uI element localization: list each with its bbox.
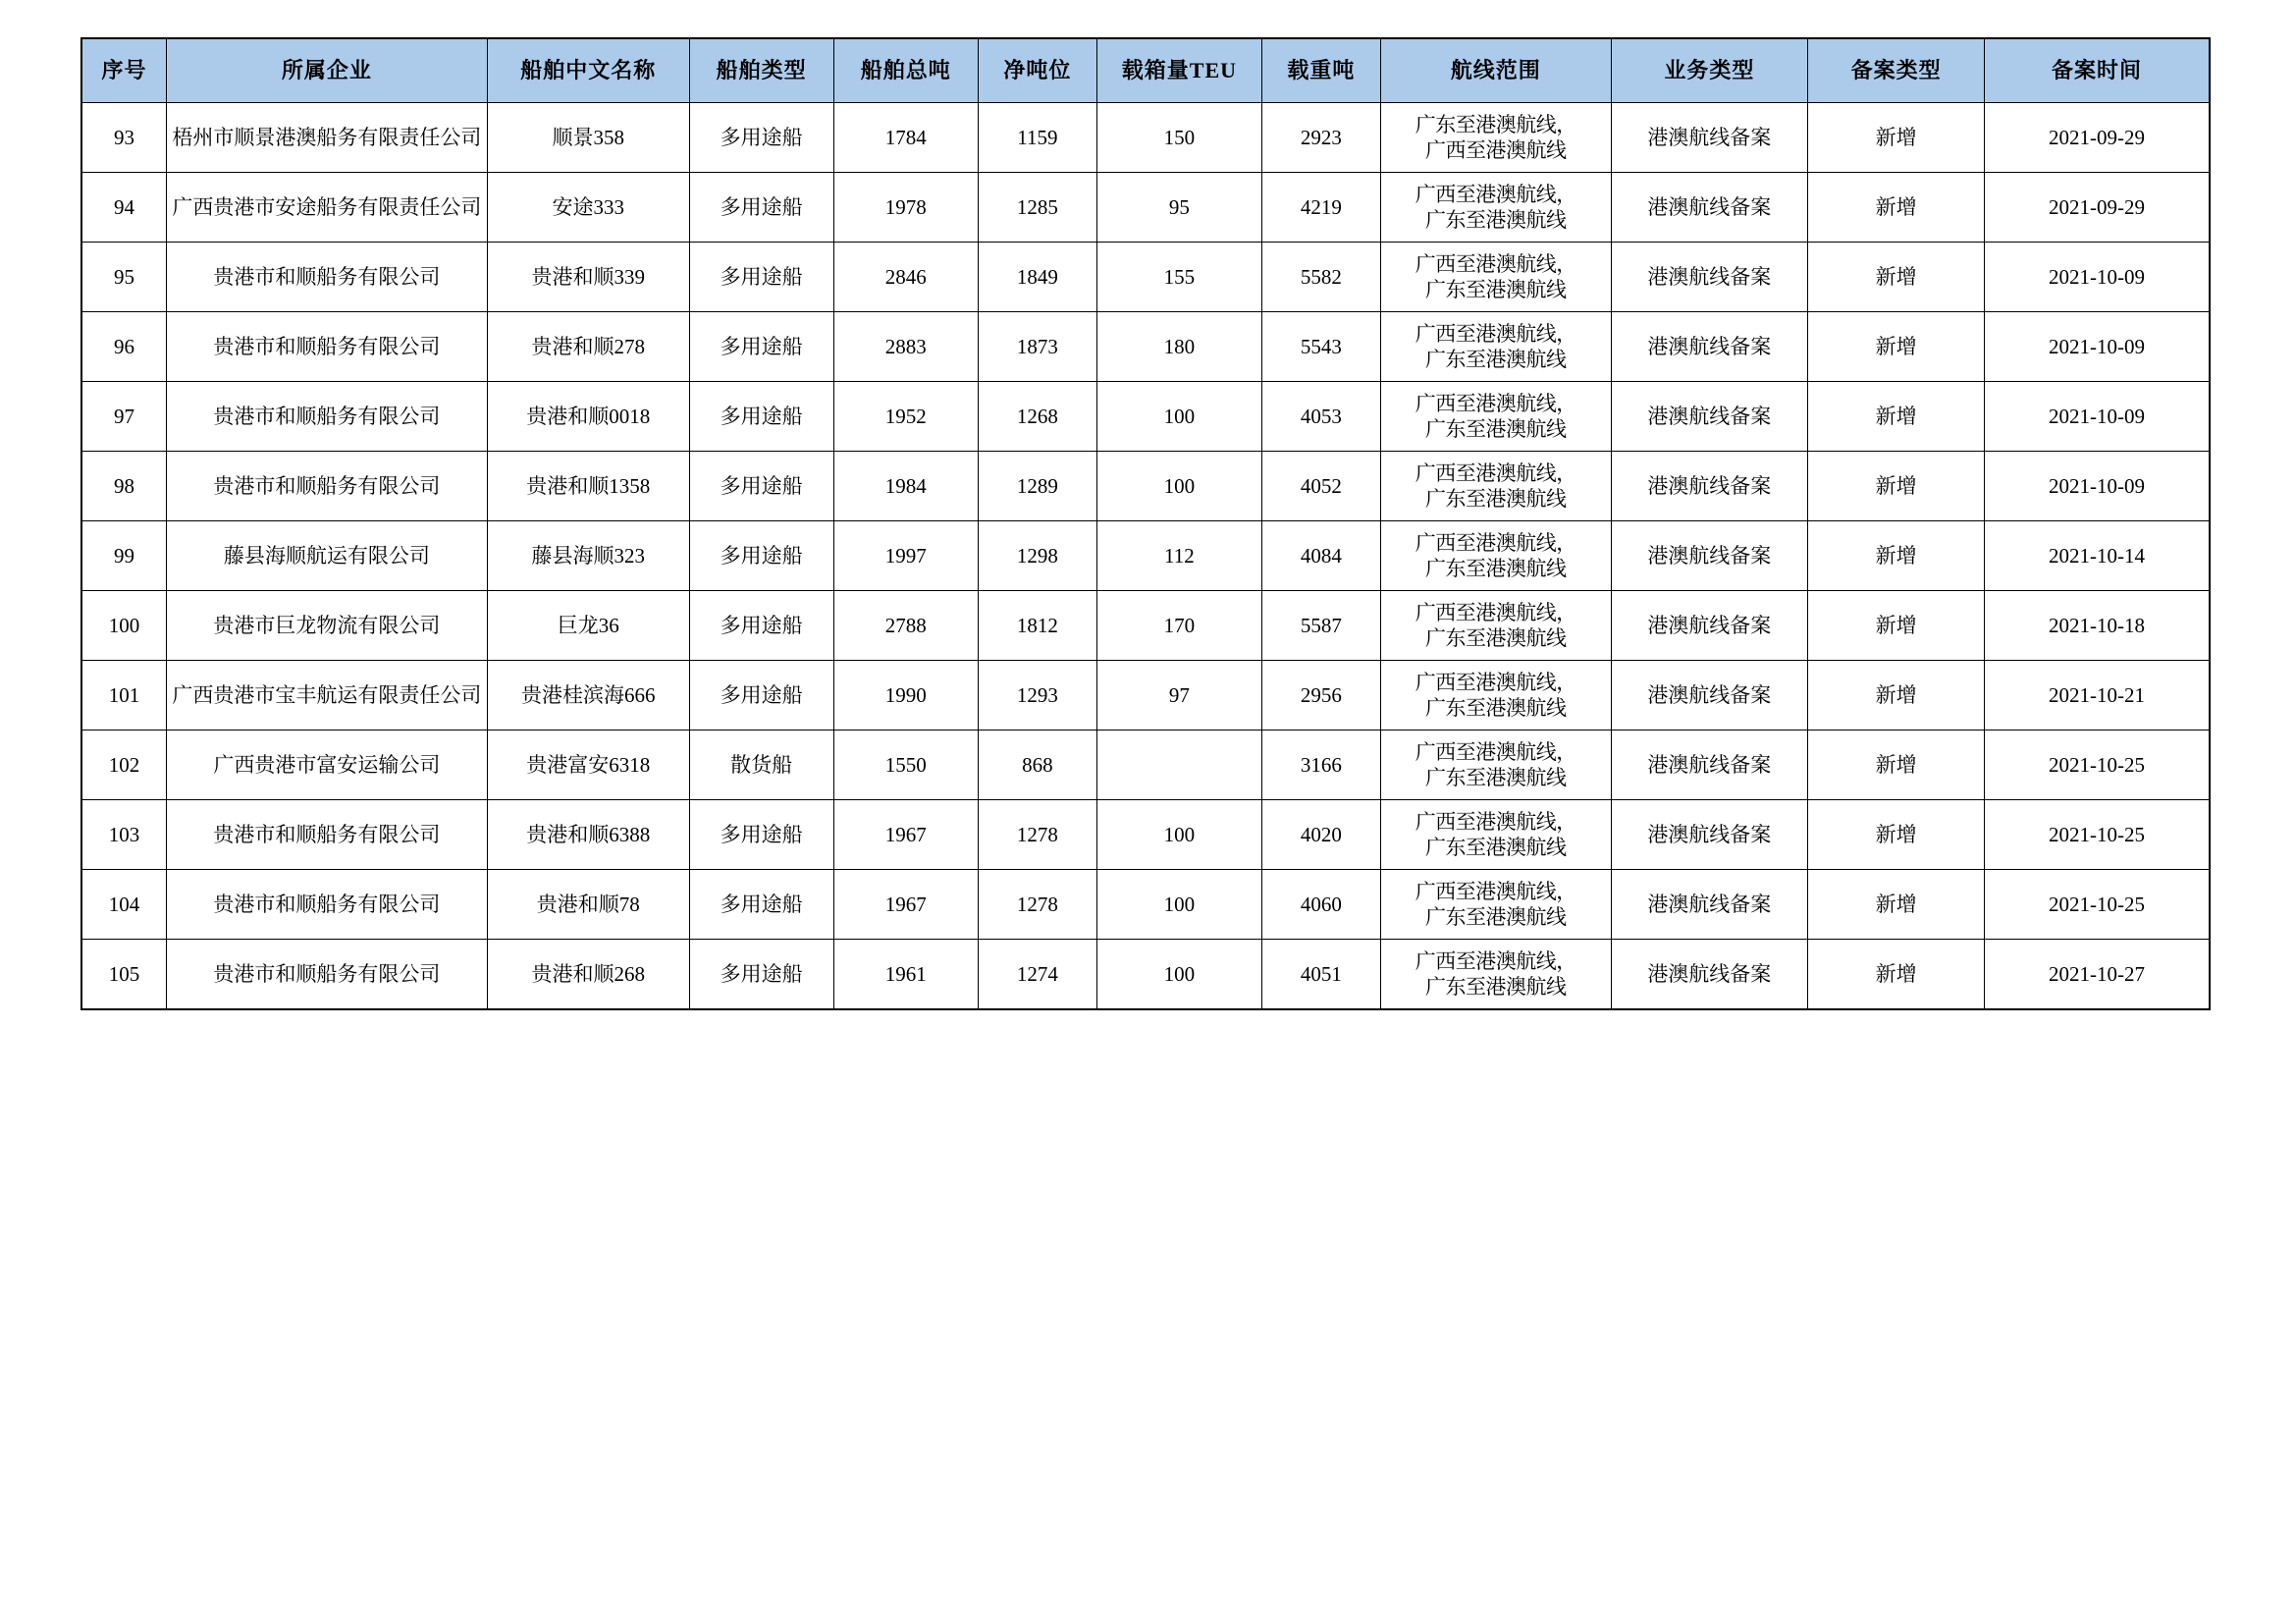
cell-route-range <box>1381 870 1611 940</box>
cell-gross-tonnage: 1952 <box>833 382 978 452</box>
route-line-2: 广东至港澳航线 <box>1425 348 1567 371</box>
cell-ship-name: 贵港和顺278 <box>487 312 689 382</box>
cell-business-type: 港澳航线备案 <box>1611 382 1808 452</box>
cell-company: 贵港市和顺船务有限公司 <box>166 800 487 870</box>
cell-route-range <box>1381 103 1611 173</box>
column-header-ship-type: 船舶类型 <box>689 38 833 103</box>
column-header-company: 所属企业 <box>166 38 487 103</box>
cell-gross-tonnage: 1967 <box>833 800 978 870</box>
cell-record-type: 新增 <box>1808 940 1985 1010</box>
route-line-2: 广东至港澳航线 <box>1425 766 1567 789</box>
cell-seq: 99 <box>81 521 166 591</box>
cell-seq: 94 <box>81 173 166 243</box>
cell-record-type: 新增 <box>1808 243 1985 312</box>
cell-ship-name: 贵港桂滨海666 <box>487 661 689 731</box>
cell-deadweight: 4020 <box>1261 800 1380 870</box>
cell-seq: 102 <box>81 731 166 800</box>
cell-company: 广西贵港市安途船务有限责任公司 <box>166 173 487 243</box>
cell-ship-type: 多用途船 <box>689 661 833 731</box>
cell-seq: 93 <box>81 103 166 173</box>
cell-teu <box>1097 731 1262 800</box>
route-line-2: 广东至港澳航线 <box>1425 836 1567 859</box>
cell-business-type: 港澳航线备案 <box>1611 940 1808 1010</box>
cell-teu: 100 <box>1097 940 1262 1010</box>
cell-record-type: 新增 <box>1808 661 1985 731</box>
ship-record-table <box>80 37 2211 1010</box>
cell-gross-tonnage: 1997 <box>833 521 978 591</box>
cell-company: 藤县海顺航运有限公司 <box>166 521 487 591</box>
cell-record-type: 新增 <box>1808 870 1985 940</box>
table-row <box>81 103 2210 173</box>
column-header-route-range: 航线范围 <box>1381 38 1611 103</box>
cell-ship-name: 贵港和顺78 <box>487 870 689 940</box>
cell-company: 广西贵港市富安运输公司 <box>166 731 487 800</box>
column-header-business-type: 业务类型 <box>1611 38 1808 103</box>
cell-ship-name: 贵港和顺268 <box>487 940 689 1010</box>
cell-seq: 105 <box>81 940 166 1010</box>
cell-gross-tonnage: 1784 <box>833 103 978 173</box>
cell-business-type: 港澳航线备案 <box>1611 731 1808 800</box>
route-line-2: 广东至港澳航线 <box>1425 905 1567 929</box>
cell-net-tonnage: 1268 <box>978 382 1096 452</box>
table-header <box>81 38 2210 103</box>
table-row <box>81 800 2210 870</box>
cell-deadweight: 2923 <box>1261 103 1380 173</box>
column-header-record-type: 备案类型 <box>1808 38 1985 103</box>
cell-gross-tonnage: 1990 <box>833 661 978 731</box>
cell-deadweight: 4219 <box>1261 173 1380 243</box>
cell-ship-name: 安途333 <box>487 173 689 243</box>
cell-ship-type: 多用途船 <box>689 870 833 940</box>
cell-deadweight: 5582 <box>1261 243 1380 312</box>
cell-company: 贵港市和顺船务有限公司 <box>166 870 487 940</box>
cell-record-date: 2021-10-14 <box>1985 521 2210 591</box>
cell-seq: 96 <box>81 312 166 382</box>
cell-company: 贵港市和顺船务有限公司 <box>166 940 487 1010</box>
cell-ship-name: 贵港和顺0018 <box>487 382 689 452</box>
route-line-2: 广东至港澳航线 <box>1425 557 1567 580</box>
cell-seq: 104 <box>81 870 166 940</box>
column-header-record-date: 备案时间 <box>1985 38 2210 103</box>
cell-teu: 112 <box>1097 521 1262 591</box>
cell-ship-name: 藤县海顺323 <box>487 521 689 591</box>
column-header-gross-tonnage: 船舶总吨 <box>833 38 978 103</box>
cell-teu: 100 <box>1097 452 1262 521</box>
cell-route-range <box>1381 382 1611 452</box>
cell-company: 贵港市巨龙物流有限公司 <box>166 591 487 661</box>
cell-deadweight: 4053 <box>1261 382 1380 452</box>
cell-gross-tonnage: 1550 <box>833 731 978 800</box>
cell-record-type: 新增 <box>1808 521 1985 591</box>
cell-teu: 97 <box>1097 661 1262 731</box>
cell-teu: 150 <box>1097 103 1262 173</box>
table-row <box>81 243 2210 312</box>
route-line-1: 广西至港澳航线， <box>1415 460 1576 485</box>
cell-record-type: 新增 <box>1808 800 1985 870</box>
cell-business-type: 港澳航线备案 <box>1611 103 1808 173</box>
cell-deadweight: 5587 <box>1261 591 1380 661</box>
cell-business-type: 港澳航线备案 <box>1611 661 1808 731</box>
cell-ship-type: 多用途船 <box>689 521 833 591</box>
column-header-ship-name: 船舶中文名称 <box>487 38 689 103</box>
cell-ship-type: 多用途船 <box>689 940 833 1010</box>
cell-teu: 100 <box>1097 870 1262 940</box>
cell-ship-name: 贵港和顺339 <box>487 243 689 312</box>
table-row <box>81 521 2210 591</box>
cell-route-range <box>1381 661 1611 731</box>
route-line-1: 广东至港澳航线， <box>1415 112 1576 136</box>
cell-company: 广西贵港市宝丰航运有限责任公司 <box>166 661 487 731</box>
cell-ship-type: 多用途船 <box>689 173 833 243</box>
cell-teu: 100 <box>1097 382 1262 452</box>
cell-deadweight: 4060 <box>1261 870 1380 940</box>
cell-seq: 101 <box>81 661 166 731</box>
table-row <box>81 661 2210 731</box>
cell-company: 贵港市和顺船务有限公司 <box>166 452 487 521</box>
cell-gross-tonnage: 1984 <box>833 452 978 521</box>
cell-ship-type: 多用途船 <box>689 452 833 521</box>
cell-net-tonnage: 1278 <box>978 800 1096 870</box>
cell-seq: 98 <box>81 452 166 521</box>
cell-gross-tonnage: 1967 <box>833 870 978 940</box>
cell-ship-name: 贵港和顺1358 <box>487 452 689 521</box>
route-line-1: 广西至港澳航线， <box>1415 321 1576 346</box>
cell-ship-name: 巨龙36 <box>487 591 689 661</box>
cell-company: 贵港市和顺船务有限公司 <box>166 243 487 312</box>
cell-net-tonnage: 1285 <box>978 173 1096 243</box>
cell-route-range <box>1381 940 1611 1010</box>
cell-ship-type: 多用途船 <box>689 243 833 312</box>
cell-seq: 103 <box>81 800 166 870</box>
cell-ship-type: 散货船 <box>689 731 833 800</box>
route-line-1: 广西至港澳航线， <box>1415 670 1576 694</box>
cell-teu: 95 <box>1097 173 1262 243</box>
cell-net-tonnage: 1289 <box>978 452 1096 521</box>
cell-record-type: 新增 <box>1808 312 1985 382</box>
cell-record-type: 新增 <box>1808 173 1985 243</box>
table-row <box>81 940 2210 1010</box>
cell-route-range <box>1381 591 1611 661</box>
cell-teu: 155 <box>1097 243 1262 312</box>
cell-business-type: 港澳航线备案 <box>1611 312 1808 382</box>
cell-record-date: 2021-10-25 <box>1985 731 2210 800</box>
cell-route-range <box>1381 521 1611 591</box>
cell-ship-type: 多用途船 <box>689 800 833 870</box>
cell-record-date: 2021-09-29 <box>1985 173 2210 243</box>
cell-route-range <box>1381 173 1611 243</box>
cell-record-date: 2021-10-09 <box>1985 312 2210 382</box>
cell-business-type: 港澳航线备案 <box>1611 452 1808 521</box>
route-line-2: 广东至港澳航线 <box>1425 417 1567 441</box>
table-row <box>81 731 2210 800</box>
cell-route-range <box>1381 452 1611 521</box>
cell-route-range <box>1381 243 1611 312</box>
cell-ship-type: 多用途船 <box>689 591 833 661</box>
cell-record-type: 新增 <box>1808 452 1985 521</box>
cell-gross-tonnage: 1978 <box>833 173 978 243</box>
cell-gross-tonnage: 2788 <box>833 591 978 661</box>
cell-teu: 100 <box>1097 800 1262 870</box>
cell-record-date: 2021-10-25 <box>1985 870 2210 940</box>
route-line-1: 广西至港澳航线， <box>1415 809 1576 834</box>
cell-record-date: 2021-10-09 <box>1985 452 2210 521</box>
cell-business-type: 港澳航线备案 <box>1611 173 1808 243</box>
table-row <box>81 870 2210 940</box>
table-row <box>81 452 2210 521</box>
cell-company: 贵港市和顺船务有限公司 <box>166 312 487 382</box>
cell-ship-name: 贵港富安6318 <box>487 731 689 800</box>
route-line-1: 广西至港澳航线， <box>1415 530 1576 555</box>
cell-route-range <box>1381 312 1611 382</box>
route-line-1: 广西至港澳航线， <box>1415 182 1576 206</box>
cell-record-date: 2021-10-18 <box>1985 591 2210 661</box>
column-header-seq: 序号 <box>81 38 166 103</box>
cell-teu: 170 <box>1097 591 1262 661</box>
route-line-2: 广东至港澳航线 <box>1425 696 1567 720</box>
cell-record-type: 新增 <box>1808 382 1985 452</box>
cell-business-type: 港澳航线备案 <box>1611 521 1808 591</box>
cell-company: 梧州市顺景港澳船务有限责任公司 <box>166 103 487 173</box>
column-header-net-tonnage: 净吨位 <box>978 38 1096 103</box>
cell-record-date: 2021-10-27 <box>1985 940 2210 1010</box>
route-line-1: 广西至港澳航线， <box>1415 879 1576 903</box>
route-line-2: 广东至港澳航线 <box>1425 208 1567 232</box>
cell-net-tonnage: 1293 <box>978 661 1096 731</box>
cell-record-date: 2021-09-29 <box>1985 103 2210 173</box>
cell-gross-tonnage: 2846 <box>833 243 978 312</box>
cell-seq: 100 <box>81 591 166 661</box>
route-line-2: 广东至港澳航线 <box>1425 975 1567 999</box>
cell-route-range <box>1381 731 1611 800</box>
cell-net-tonnage: 1298 <box>978 521 1096 591</box>
cell-record-type: 新增 <box>1808 731 1985 800</box>
column-header-deadweight: 载重吨 <box>1261 38 1380 103</box>
cell-net-tonnage: 1274 <box>978 940 1096 1010</box>
cell-record-type: 新增 <box>1808 103 1985 173</box>
cell-ship-type: 多用途船 <box>689 103 833 173</box>
cell-net-tonnage: 1812 <box>978 591 1096 661</box>
cell-route-range <box>1381 800 1611 870</box>
cell-net-tonnage: 1159 <box>978 103 1096 173</box>
table-row <box>81 382 2210 452</box>
cell-gross-tonnage: 2883 <box>833 312 978 382</box>
route-line-1: 广西至港澳航线， <box>1415 251 1576 276</box>
table-row <box>81 173 2210 243</box>
table-row <box>81 591 2210 661</box>
cell-company: 贵港市和顺船务有限公司 <box>166 382 487 452</box>
cell-net-tonnage: 868 <box>978 731 1096 800</box>
cell-ship-name: 贵港和顺6388 <box>487 800 689 870</box>
table-body <box>81 103 2210 1010</box>
route-line-1: 广西至港澳航线， <box>1415 600 1576 624</box>
route-line-2: 广西至港澳航线 <box>1425 138 1567 162</box>
cell-record-date: 2021-10-09 <box>1985 243 2210 312</box>
cell-record-date: 2021-10-21 <box>1985 661 2210 731</box>
cell-ship-type: 多用途船 <box>689 382 833 452</box>
cell-business-type: 港澳航线备案 <box>1611 870 1808 940</box>
cell-deadweight: 4084 <box>1261 521 1380 591</box>
cell-deadweight: 4052 <box>1261 452 1380 521</box>
table-header-row <box>81 38 2210 103</box>
cell-teu: 180 <box>1097 312 1262 382</box>
cell-seq: 95 <box>81 243 166 312</box>
cell-ship-name: 顺景358 <box>487 103 689 173</box>
route-line-2: 广东至港澳航线 <box>1425 278 1567 301</box>
route-line-2: 广东至港澳航线 <box>1425 626 1567 650</box>
table-row <box>81 312 2210 382</box>
cell-record-type: 新增 <box>1808 591 1985 661</box>
cell-net-tonnage: 1278 <box>978 870 1096 940</box>
route-line-1: 广西至港澳航线， <box>1415 739 1576 764</box>
cell-net-tonnage: 1873 <box>978 312 1096 382</box>
route-line-1: 广西至港澳航线， <box>1415 948 1576 973</box>
cell-seq: 97 <box>81 382 166 452</box>
column-header-teu: 载箱量TEU <box>1097 38 1262 103</box>
cell-deadweight: 2956 <box>1261 661 1380 731</box>
route-line-1: 广西至港澳航线， <box>1415 391 1576 415</box>
cell-ship-type: 多用途船 <box>689 312 833 382</box>
cell-record-date: 2021-10-25 <box>1985 800 2210 870</box>
cell-deadweight: 4051 <box>1261 940 1380 1010</box>
cell-business-type: 港澳航线备案 <box>1611 800 1808 870</box>
cell-net-tonnage: 1849 <box>978 243 1096 312</box>
cell-deadweight: 5543 <box>1261 312 1380 382</box>
cell-record-date: 2021-10-09 <box>1985 382 2210 452</box>
cell-gross-tonnage: 1961 <box>833 940 978 1010</box>
cell-business-type: 港澳航线备案 <box>1611 243 1808 312</box>
cell-business-type: 港澳航线备案 <box>1611 591 1808 661</box>
cell-deadweight: 3166 <box>1261 731 1380 800</box>
route-line-2: 广东至港澳航线 <box>1425 487 1567 511</box>
